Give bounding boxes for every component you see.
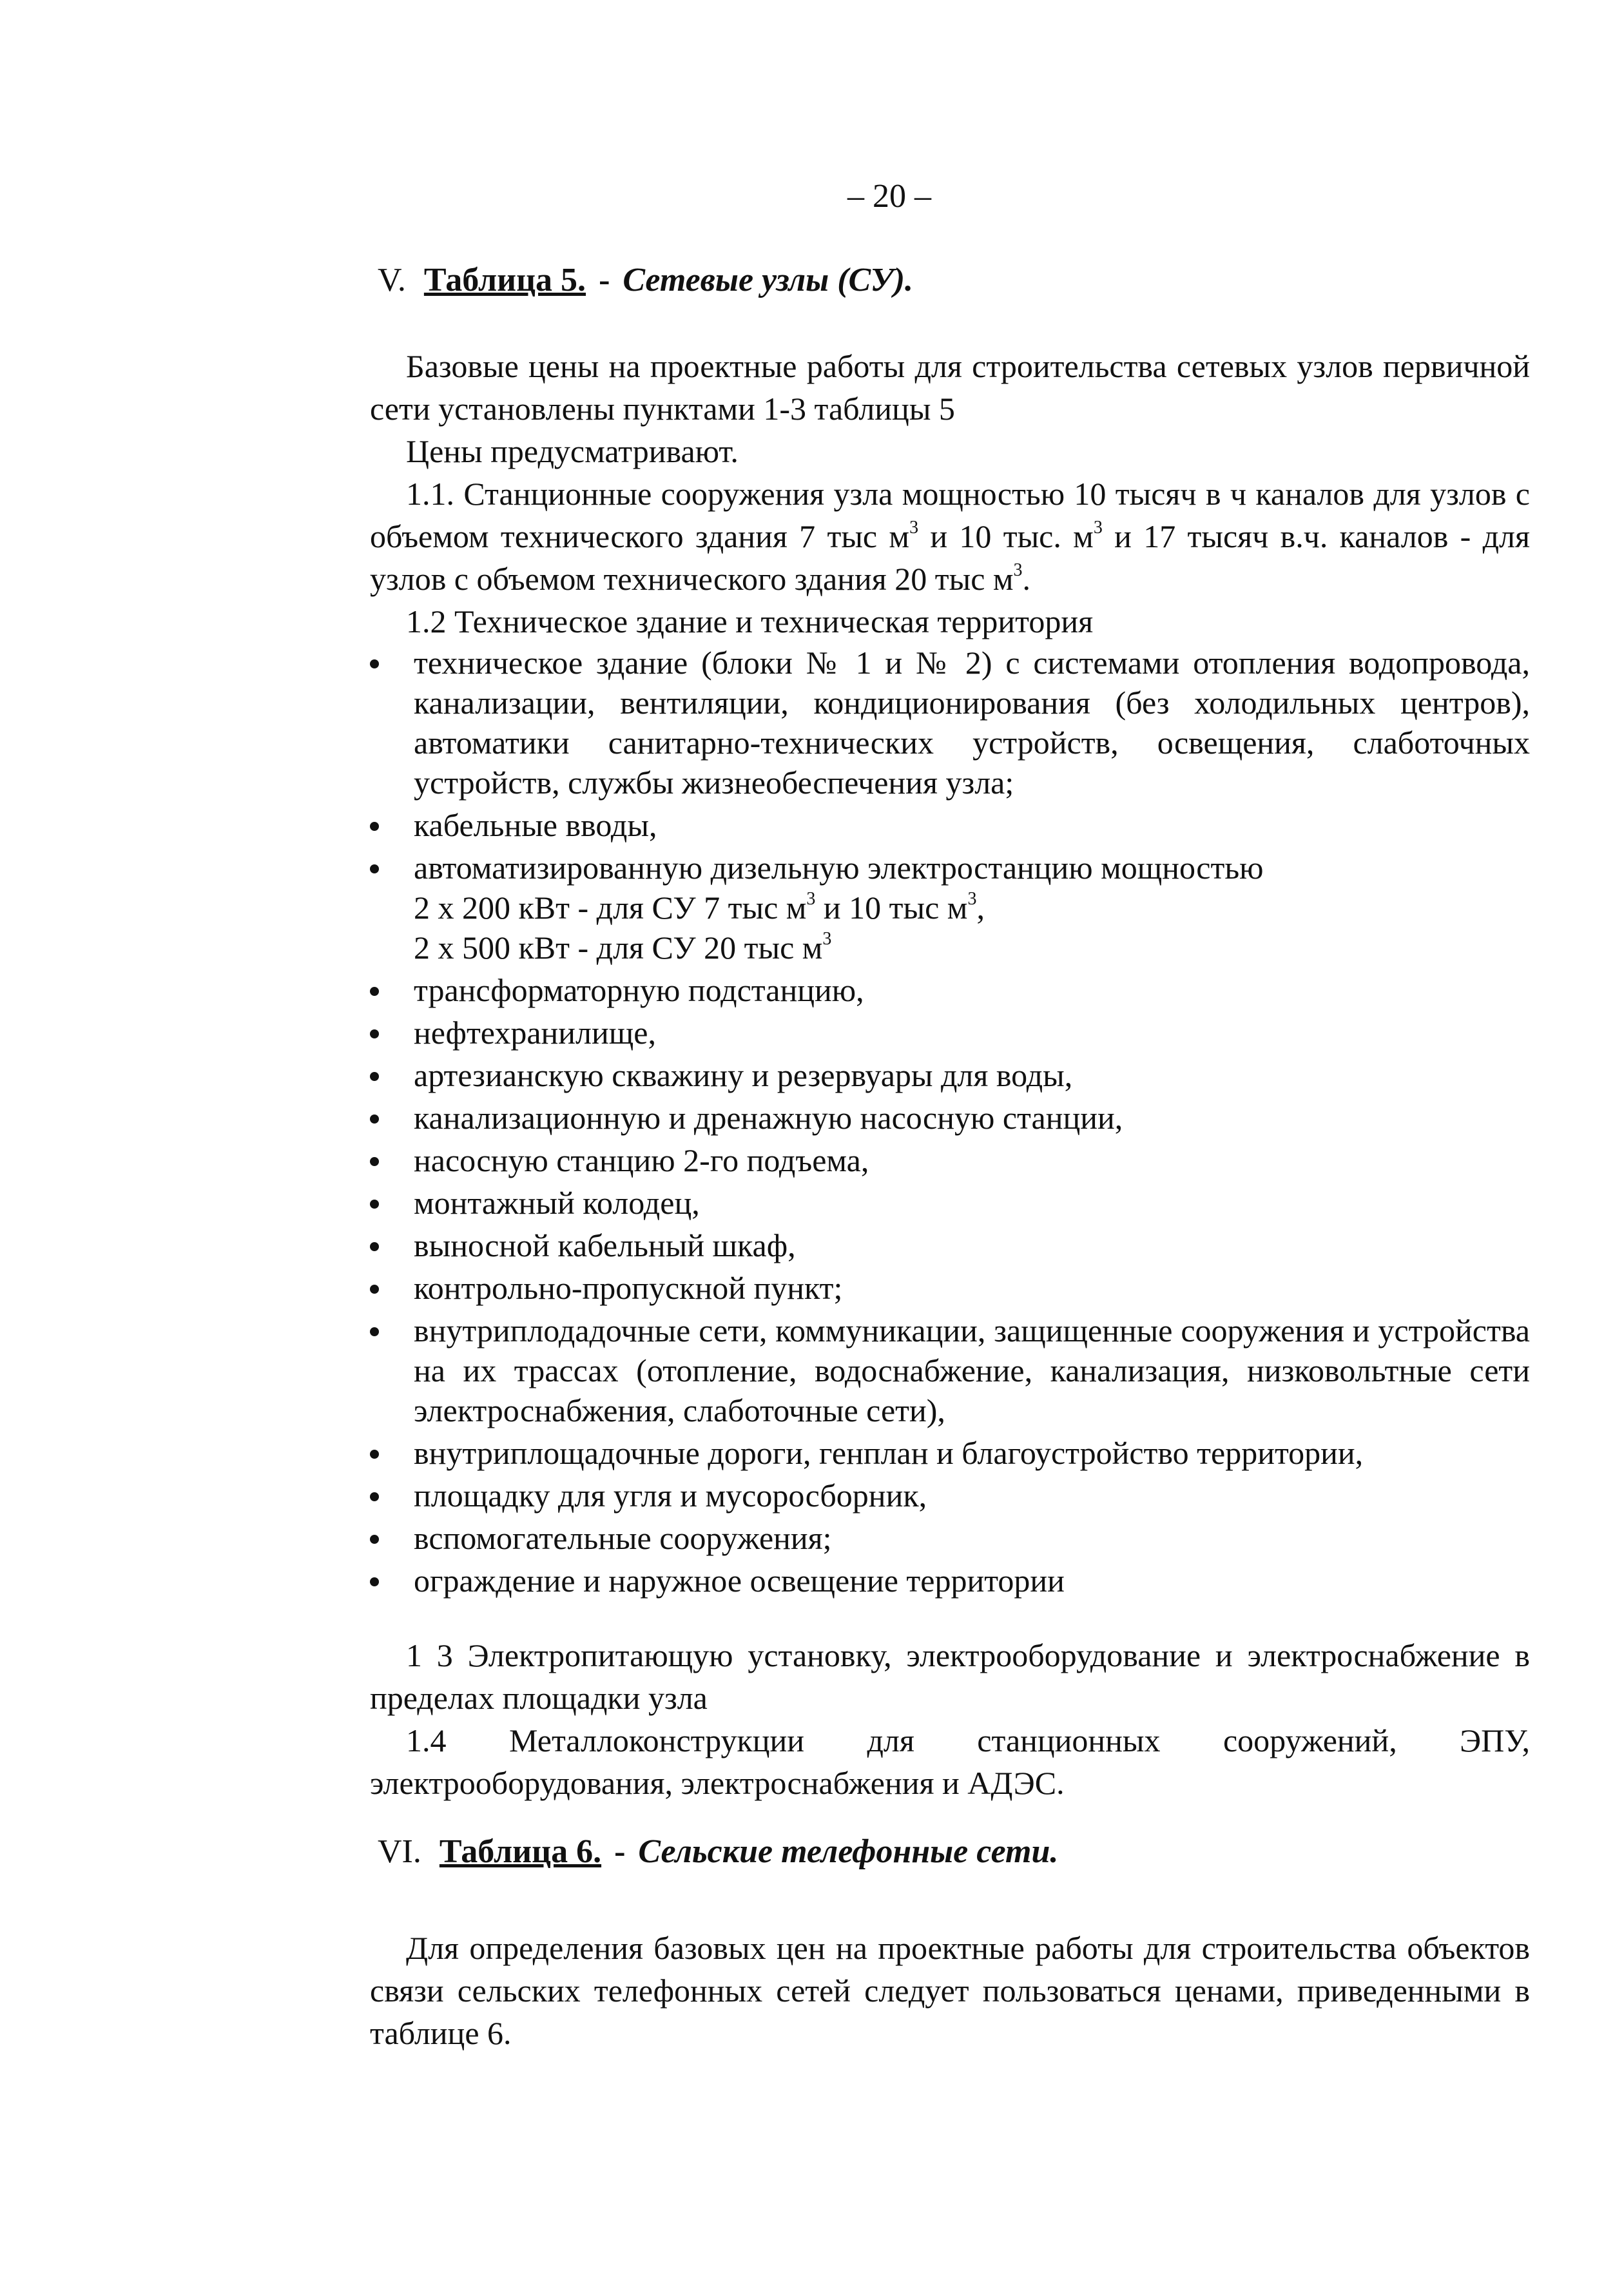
section-6-label: Таблица 6. bbox=[439, 1833, 602, 1870]
list-item-text: выносной кабельный шкаф, bbox=[414, 1227, 796, 1263]
item-1-4-paragraph: 1.4 Металлоконструкции для станционных сооружений, ЭПУ, электрооборудования, электроснабжения и АДЭС. bbox=[370, 1722, 1530, 1801]
list-item bbox=[370, 1561, 1530, 1601]
list-item bbox=[370, 1055, 1530, 1095]
list-item bbox=[370, 805, 1530, 845]
bullet-icon bbox=[370, 1157, 379, 1166]
list-item bbox=[370, 1518, 1530, 1558]
list-item-text: артезианскую скважину и резервуары для воды, bbox=[414, 1057, 1073, 1093]
bullet-icon bbox=[370, 987, 379, 996]
facilities-list bbox=[370, 643, 1530, 1603]
item-1-1-text-a: 1.1. Станционные сооружения узла мощностью 10 тысяч в ч каналов для узлов с объемом технического здания 7 тыс м bbox=[370, 476, 1530, 554]
list-item-text: ограждение и наружное освещение территории bbox=[414, 1562, 1065, 1599]
bullet-icon bbox=[370, 1327, 379, 1336]
bullet-icon bbox=[370, 1285, 379, 1294]
list-item bbox=[370, 1013, 1530, 1053]
section-6-heading bbox=[378, 1833, 1058, 1871]
table-6-paragraph: Для определения базовых цен на проектные работы для строительства объектов связи сельских телефонных сетей следует пользоваться ценами, приведенными в таблице 6. bbox=[370, 1930, 1530, 2051]
section-6-dash: - bbox=[614, 1833, 626, 1870]
prices-include-paragraph: Цены предусматривают. bbox=[406, 433, 739, 469]
list-item-text: трансформаторную подстанцию, bbox=[414, 972, 864, 1008]
superscript: 3 bbox=[967, 889, 977, 909]
list-item bbox=[370, 1433, 1530, 1473]
item-1-3-paragraph: 1 3 Электропитающую установку, электрооборудование и электроснабжение в пределах площадки узла bbox=[370, 1637, 1530, 1716]
list-item-text: насосную станцию 2-го подъема, bbox=[414, 1142, 869, 1178]
bullet-icon bbox=[370, 1577, 379, 1586]
superscript: 3 bbox=[806, 889, 816, 909]
bullet-icon bbox=[370, 822, 379, 831]
bullet-icon bbox=[370, 1450, 379, 1459]
list-item-text: внутриплощадочные дороги, генплан и благоустройство территории, bbox=[414, 1435, 1364, 1471]
list-item bbox=[370, 1140, 1530, 1180]
list-item bbox=[370, 1268, 1530, 1308]
list-item-text: вспомогательные сооружения; bbox=[414, 1520, 832, 1556]
intro-paragraph: Базовые цены на проектные работы для строительства сетевых узлов первичной сети установлены пунктами 1-3 таблицы 5 bbox=[370, 348, 1530, 427]
list-item bbox=[370, 643, 1530, 803]
list-item-text: монтажный колодец, bbox=[414, 1185, 700, 1221]
diesel-line-2: 2 х 500 кВт - для СУ 20 тыс $м^3$ bbox=[414, 929, 832, 966]
item-1-1-text-c: и 17 тысяч в.ч. каналов - для узлов с объемом технического здания 20 тыс м bbox=[370, 518, 1530, 597]
list-item-text: канализационную и дренажную насосную станции, bbox=[414, 1100, 1123, 1136]
section-5-roman: V. bbox=[378, 262, 406, 298]
item-1-2-paragraph: 1.2 Техническое здание и техническая территория bbox=[406, 603, 1094, 639]
item-1-1-text-d: . bbox=[1022, 561, 1031, 597]
list-item-text: внутриплодадочные сети, коммуникации, защищенные сооружения и устройства на их трассах (отопление, водоснабжение, канализация, низковольтные сети электроснабжения, слаботочные сети), bbox=[414, 1312, 1530, 1428]
list-item bbox=[370, 1098, 1530, 1138]
page-number: – 20 – bbox=[847, 178, 931, 215]
section-5-dash: - bbox=[599, 262, 610, 298]
bullet-icon bbox=[370, 659, 379, 668]
section-5-label: Таблица 5. bbox=[423, 262, 586, 298]
section-5-heading bbox=[378, 261, 913, 299]
superscript: 3 bbox=[822, 929, 832, 949]
list-item-text: контрольно-пропускной пункт; bbox=[414, 1270, 843, 1306]
bullet-icon bbox=[370, 1115, 379, 1124]
bullet-icon bbox=[370, 1492, 379, 1501]
diesel-intro: автоматизированную дизельную электростанцию мощностью bbox=[414, 850, 1264, 886]
section-6-title: Сельские телефонные сети. bbox=[638, 1833, 1059, 1870]
list-item-text: кабельные вводы, bbox=[414, 807, 657, 843]
superscript: 3 bbox=[909, 518, 919, 538]
superscript: 3 bbox=[1013, 560, 1023, 580]
bullet-icon bbox=[370, 1242, 379, 1251]
bullet-icon bbox=[370, 1200, 379, 1209]
section-5-title: Сетевые узлы (СУ). bbox=[623, 262, 914, 298]
list-item bbox=[370, 1475, 1530, 1515]
list-item-diesel bbox=[370, 848, 1530, 968]
bullet-icon bbox=[370, 1072, 379, 1081]
list-item-text: техническое здание (блоки № 1 и № 2) с системами отопления водопровода, канализации, вентиляции, кондиционирования (без холодильных центров), автоматики санитарно-технических устройств, освещения, слаботочных устройств, службы жизнеобеспечения узла; bbox=[414, 645, 1530, 801]
item-1-1-paragraph bbox=[370, 472, 1530, 600]
list-item bbox=[370, 1310, 1530, 1430]
bullet-icon bbox=[370, 1029, 379, 1038]
list-item bbox=[370, 1183, 1530, 1223]
section-6-roman: VI. bbox=[378, 1833, 421, 1870]
item-1-1-text-b: и 10 тыс. м bbox=[918, 518, 1094, 554]
list-item-text: площадку для угля и мусоросборник, bbox=[414, 1477, 927, 1514]
list-item bbox=[370, 970, 1530, 1010]
superscript: 3 bbox=[1093, 518, 1103, 538]
list-item bbox=[370, 1225, 1530, 1265]
list-item-text: нефтехранилище, bbox=[414, 1015, 656, 1051]
bullet-icon bbox=[370, 1535, 379, 1544]
bullet-icon bbox=[370, 864, 379, 873]
diesel-line-1: 2 х 200 кВт - для СУ 7 тыс $м^3$ и 10 тыс $м^3$, bbox=[414, 889, 985, 926]
